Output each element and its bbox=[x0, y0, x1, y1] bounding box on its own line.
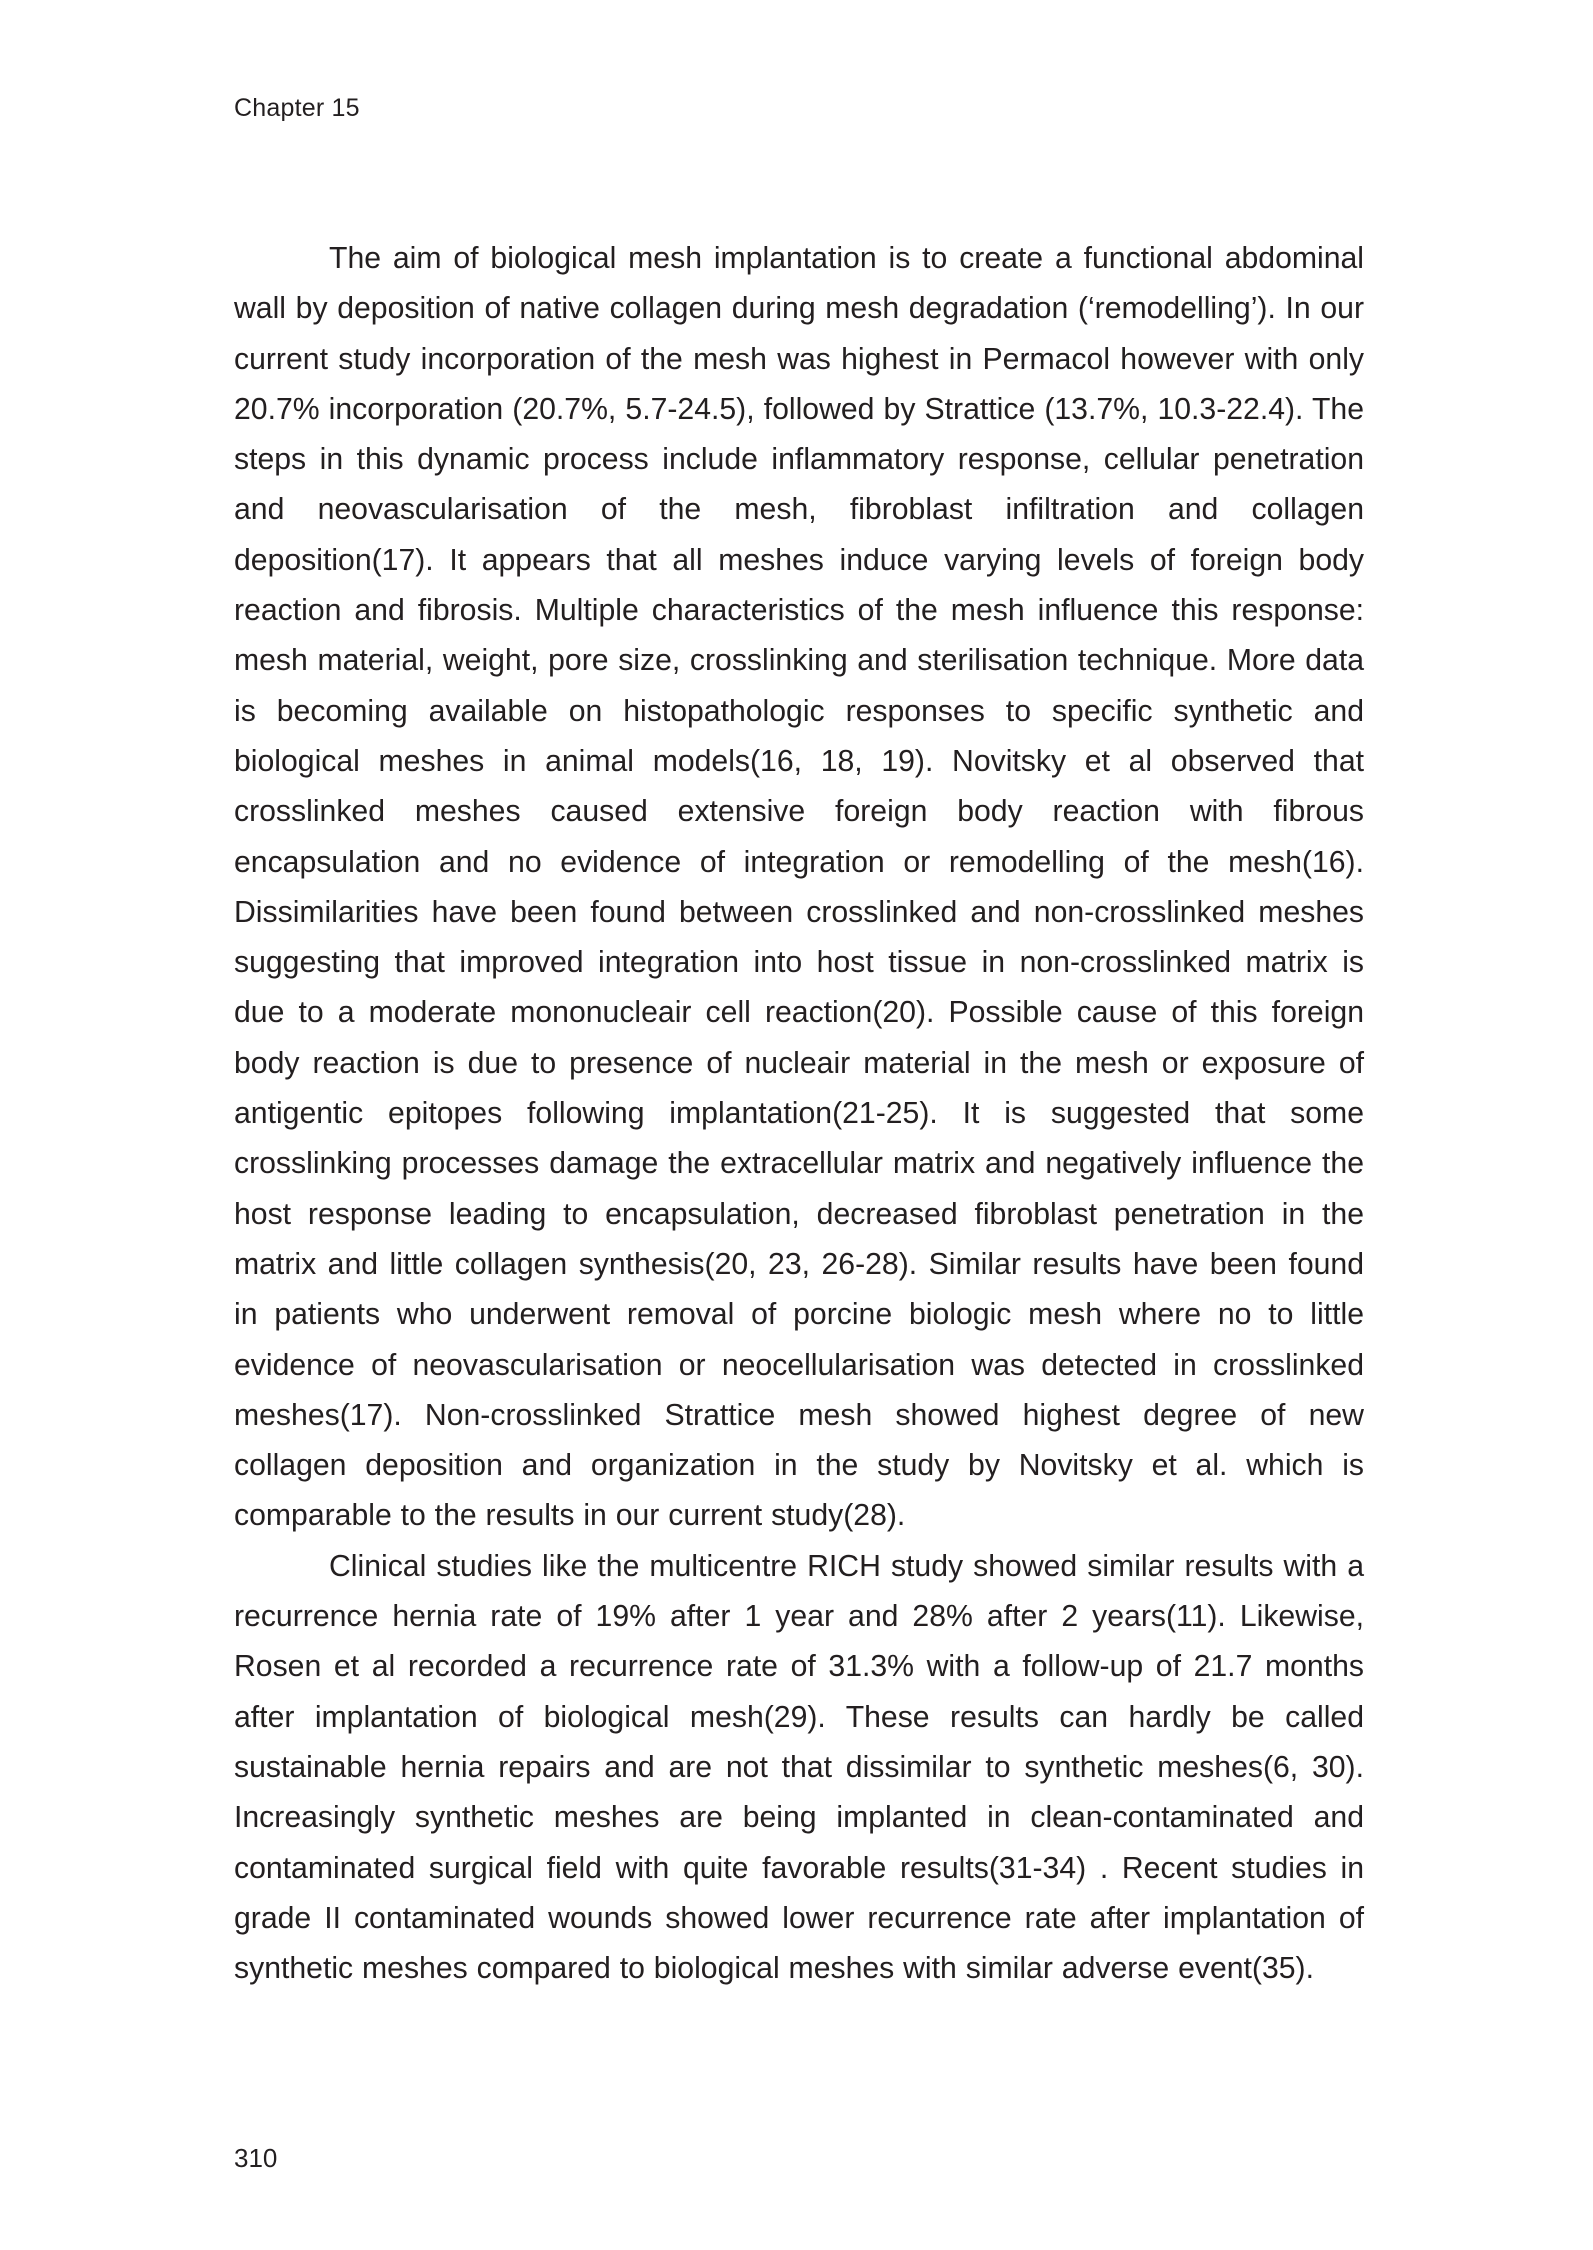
paragraph-remodelling: The aim of biological mesh implantation is to create a functional abdominal wall by deposition of native collagen during mesh degradation (‘remodelling’). In our current study incorporation of the mesh was highest in Permacol however with only 20.7% incorporation (20.7%, 5.7-24.5), followed by Strattice (13.7%, 10.3-22.4). The steps in this dynamic process include inflammatory response, cellular penetration and neovascularisation of the mesh, fibroblast infiltration and collagen deposition(17). It appears that all meshes induce varying levels of foreign body reaction and fibrosis. Multiple characteristics of the mesh influence this response: mesh material, weight, pore size, crosslinking and sterilisation technique. More data is becoming available on histopathologic responses to specific synthetic and biological meshes in animal models(16, 18, 19). Novitsky et al observed that crosslinked meshes caused extensive foreign body reaction with fibrous encapsulation and no evidence of integration or remodelling of the mesh(16). Dissimilarities have been found between crosslinked and non-crosslinked meshes suggesting that improved integration into host tissue in non-crosslinked matrix is due to a moderate mononucleair cell reaction(20). Possible cause of this foreign body reaction is due to presence of nucleair material in the mesh or exposure of antigentic epitopes following implantation(21-25). It is suggested that some crosslinking processes damage the extracellular matrix and negatively influence the host response leading to encapsulation, decreased fibroblast penetration in the matrix and little collagen synthesis(20, 23, 26-28). Similar results have been found in patients who underwent removal of porcine biologic mesh where no to little evidence of neovascularisation or neocellularisation was detected in crosslinked meshes(17). Non-crosslinked Strattice mesh showed highest degree of new collagen deposition and organization in the study by Novitsky et al. which is comparable to the results in our current study(28). bbox=[234, 242, 1364, 1533]
page-number: 310 bbox=[234, 2143, 278, 2173]
paragraph-clinical-studies: Clinical studies like the multicentre RICH study showed similar results with a recurrence hernia rate of 19% after 1 year and 28% after 2 years(11). Likewise, Rosen et al recorded a recurrence rate of 31.3% with a follow-up of 21.7 months after implantation of biological mesh(29). These results can hardly be called sustainable hernia repairs and are not that dissimilar to synthetic meshes(6, 30). Increasingly synthetic meshes are being implanted in clean-contaminated and contaminated surgical field with quite favorable results(31-34) . Recent studies in grade II contaminated wounds showed lower recurrence rate after implantation of synthetic meshes compared to biological meshes with similar adverse event(35). bbox=[234, 1549, 1364, 1986]
running-head: Chapter 15 bbox=[234, 94, 360, 122]
body-text bbox=[234, 234, 1364, 1994]
